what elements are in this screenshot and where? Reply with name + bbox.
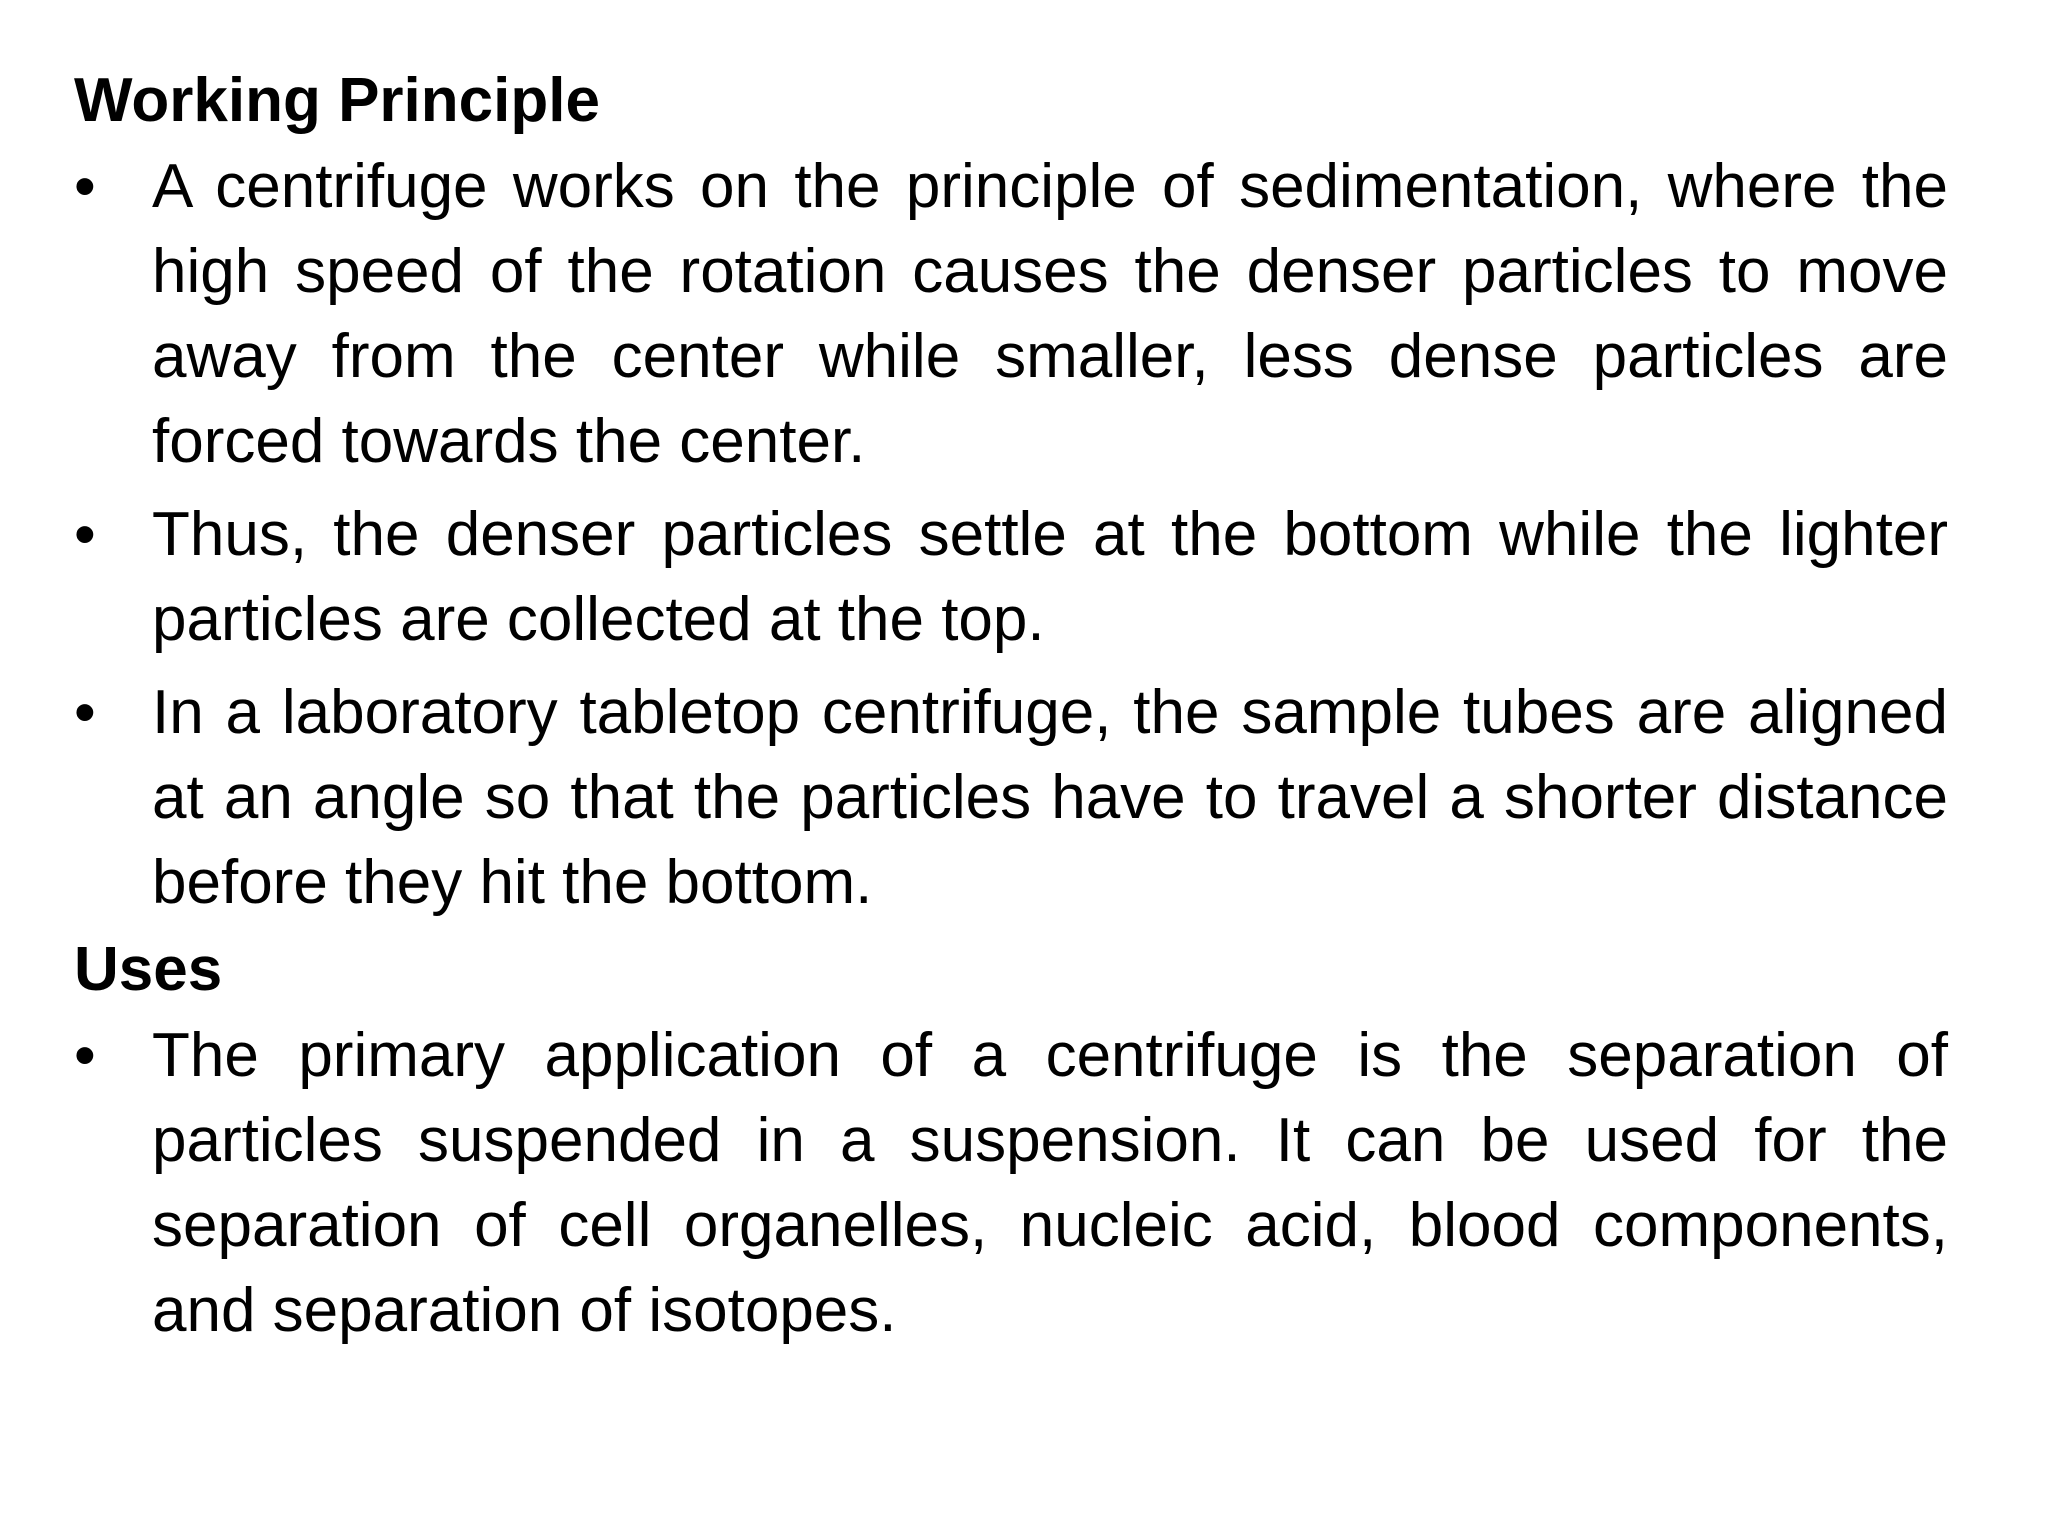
bullet-item xyxy=(74,670,1948,925)
bullet-text: In a laboratory tabletop centrifuge, the sample tubes are aligned at an angle so that the particles have to travel a shorter distance before they hit the bottom. xyxy=(152,678,1948,917)
bullet-item xyxy=(74,1013,1948,1353)
bullet-item xyxy=(74,492,1948,662)
bullet-text: A centrifuge works on the principle of sedimentation, where the high speed of the rotation causes the denser particles to move away from the center while smaller, less dense particles are forced towards the center. xyxy=(152,152,1948,476)
working-principle-list xyxy=(74,144,1948,925)
slide-content xyxy=(74,58,1948,1361)
bullet-point-icon: • xyxy=(74,152,96,221)
section-heading-uses: Uses xyxy=(74,935,223,1004)
bullet-point-icon: • xyxy=(74,500,96,569)
bullet-point-icon: • xyxy=(74,678,96,747)
bullet-item xyxy=(74,144,1948,484)
uses-list xyxy=(74,1013,1948,1353)
bullet-text: The primary application of a centrifuge is the separation of particles suspended in a suspension. It can be used for the separation of cell organelles, nucleic acid, blood components, and separation of isotopes. xyxy=(152,1021,1948,1345)
section-heading-working-principle: Working Principle xyxy=(74,66,600,135)
bullet-text: Thus, the denser particles settle at the bottom while the lighter particles are collected at the top. xyxy=(152,500,1948,654)
bullet-point-icon: • xyxy=(74,1021,96,1090)
